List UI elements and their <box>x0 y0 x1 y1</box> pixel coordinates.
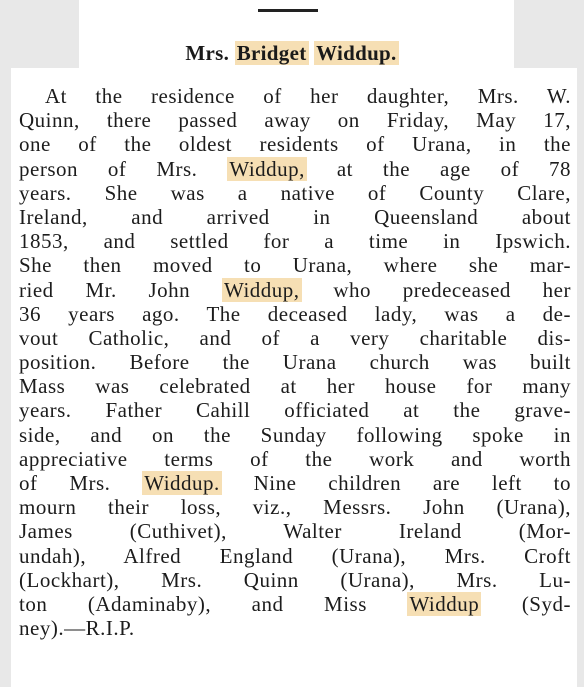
article-line: side, and on the Sunday following spoke in <box>19 422 571 447</box>
article-line: 36 years ago. The deceased lady, was a de- <box>19 301 571 326</box>
article-line: one of the oldest residents of Urana, in the <box>19 132 571 157</box>
article-line: Quinn, there passed away on Friday, May 17, <box>19 108 571 133</box>
article-line: ton (Adaminaby), and Miss Widdup (Syd- <box>19 591 571 616</box>
headline-name-first: Bridget <box>236 41 307 65</box>
article-line: years. Father Cahill officiated at the grave- <box>19 398 571 423</box>
headline-prefix: Mrs. <box>185 41 230 65</box>
article-line: She then moved to Urana, where she mar- <box>19 253 571 278</box>
article-line: appreciative terms of the work and worth <box>19 446 571 471</box>
article-line: position. Before the Urana church was built <box>19 350 571 375</box>
article-line: James (Cuthivet), Walter Ireland (Mor- <box>19 519 571 544</box>
article-line: (Lockhart), Mrs. Quinn (Urana), Mrs. Lu- <box>19 567 571 592</box>
article-line: 1853, and settled for a time in Ipswich. <box>19 229 571 254</box>
article-line: At the residence of her daughter, Mrs. W. <box>45 84 571 108</box>
article-line: mourn their loss, viz., Messrs. John (Urana), <box>19 495 571 520</box>
article-line: Ireland, and arrived in Queensland about <box>19 204 571 229</box>
article-line: vout Catholic, and of a very charitable dis- <box>19 325 571 350</box>
article-line: undah), Alfred England (Urana), Mrs. Croft <box>19 543 571 568</box>
highlighted-name: Widdup. <box>144 471 220 495</box>
highlighted-name: Widdup, <box>229 156 305 181</box>
article-line: of Mrs. Widdup. Nine children are left to <box>19 471 571 495</box>
article-line: ney).—R.I.P. <box>19 616 135 641</box>
article-line: years. She was a native of County Clare, <box>19 180 571 205</box>
article-line: Mass was celebrated at her house for many <box>19 374 571 399</box>
highlighted-name: Widdup, <box>223 277 300 302</box>
highlighted-name: Widdup <box>409 591 480 616</box>
headline <box>0 40 584 66</box>
article-body <box>19 84 571 640</box>
column-rule <box>258 9 318 12</box>
headline-name-last: Widdup. <box>316 41 397 65</box>
article-line: ried Mr. John Widdup, who predeceased her <box>19 277 571 302</box>
article-line: person of Mrs. Widdup, at the age of 78 <box>19 156 571 181</box>
